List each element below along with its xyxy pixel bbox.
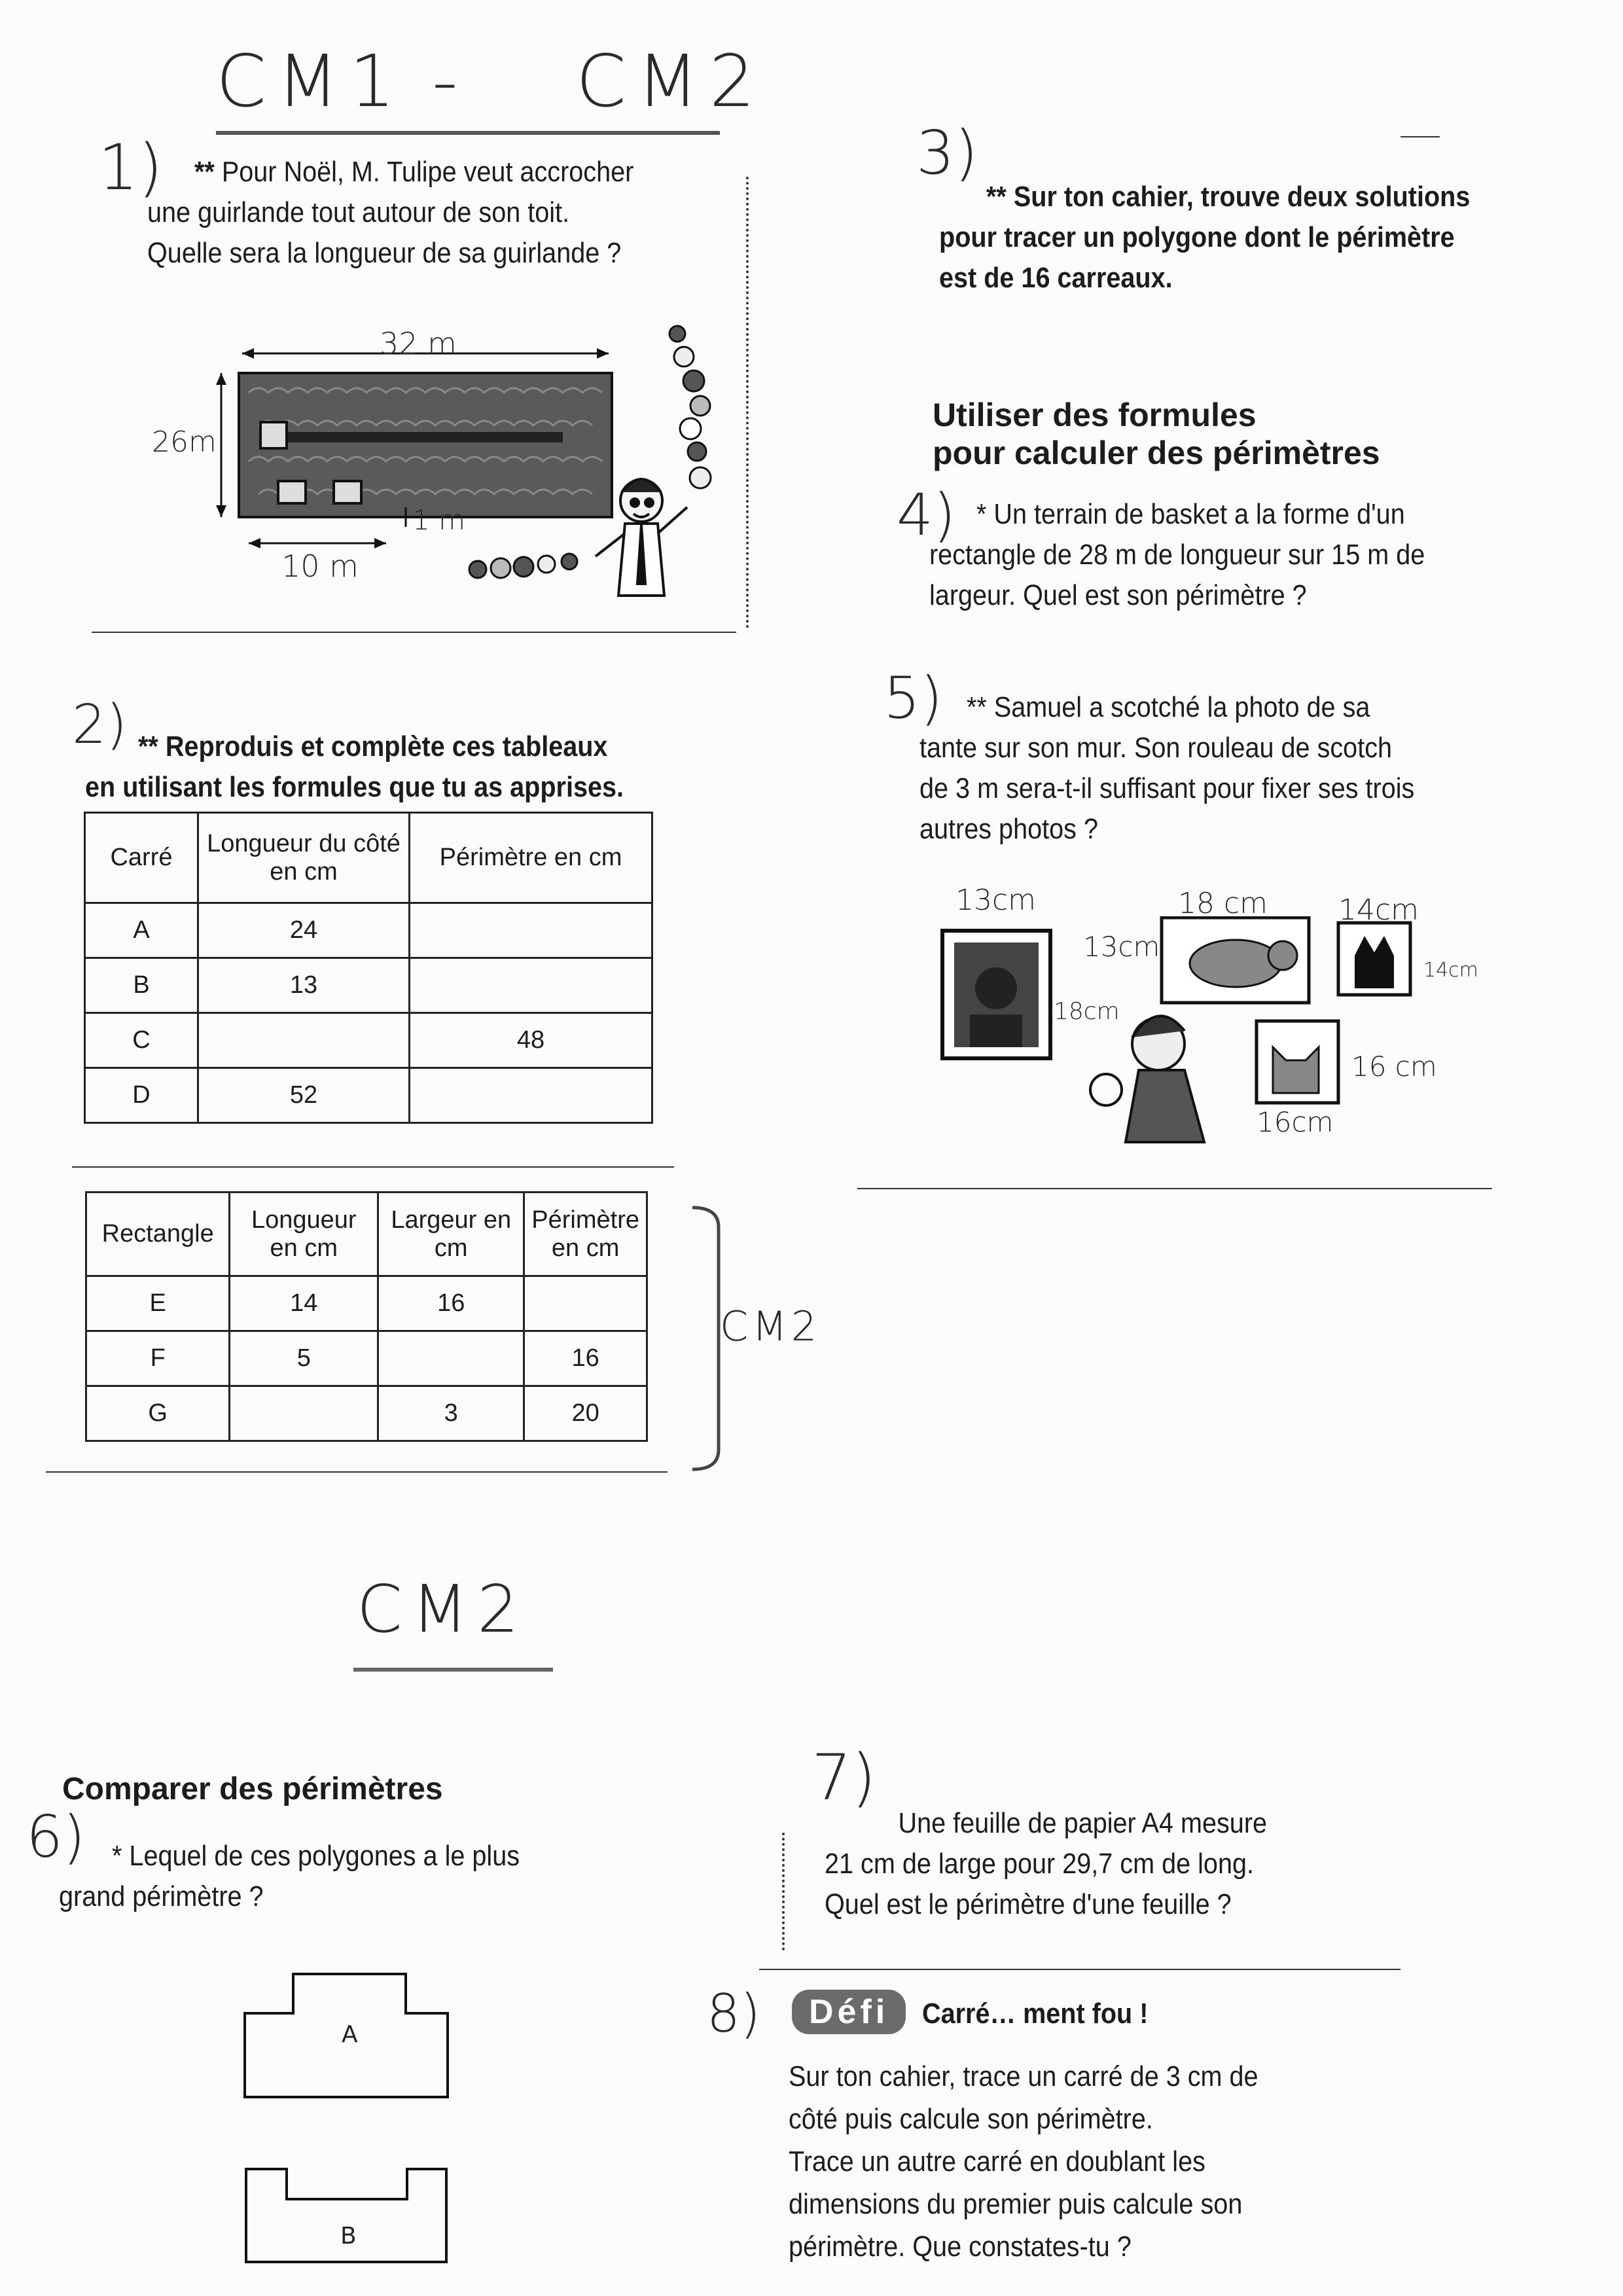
cell-label: C xyxy=(85,1013,198,1068)
section1-line-2: pour calculer des périmètres xyxy=(933,435,1380,471)
section-comparer: Comparer des périmètres xyxy=(62,1772,443,1806)
table-carre xyxy=(84,812,653,1124)
ex4-line-1: Un terrain de basket a la forme d'un xyxy=(993,498,1405,530)
cell-perimeter: 16 xyxy=(524,1331,647,1386)
ex3-line-2: pour tracer un polygone dont le périmètre xyxy=(939,221,1455,253)
cell-label: G xyxy=(86,1386,230,1441)
ex4-text xyxy=(929,494,1597,616)
cell-label: E xyxy=(86,1276,230,1331)
cell-side: 13 xyxy=(198,958,410,1013)
ex6-line-2: grand périmètre ? xyxy=(59,1880,264,1912)
cell-perimeter: 20 xyxy=(524,1386,647,1441)
ex8-line-4: dimensions du premier puis calcule son xyxy=(789,2188,1243,2220)
ex5-line-2: tante sur son mur. Son rouleau de scotch xyxy=(919,732,1393,764)
ex7-number: 7) xyxy=(812,1741,876,1814)
ex8-line-2: côté puis calcule son périmètre. xyxy=(789,2103,1153,2135)
ex8-text xyxy=(789,2055,1476,2268)
ex5-stars: ** xyxy=(967,691,987,723)
ex1-stars: ** xyxy=(194,156,215,188)
ex3-number: 3) xyxy=(916,118,978,188)
polygon-b-label: B xyxy=(340,2223,357,2250)
ex1-bottom-rule xyxy=(92,632,736,633)
ex6-number: 6) xyxy=(26,1803,86,1871)
dim-10m: 10 m xyxy=(281,548,359,584)
ex1-text xyxy=(147,152,736,274)
ex4-stars: * xyxy=(976,498,987,530)
table-row xyxy=(85,1013,652,1068)
ex2-rule-2 xyxy=(46,1471,668,1473)
section-utiliser-formules xyxy=(933,396,1587,472)
ex5-line-1: Samuel a scotché la photo de sa xyxy=(993,691,1370,723)
section1-line-1: Utiliser des formules xyxy=(933,397,1257,433)
polygon-b xyxy=(243,2166,453,2265)
table-rectangle xyxy=(85,1191,648,1442)
ex8-subtitle: Carré… ment fou ! xyxy=(921,1998,1149,2030)
cell-length: 14 xyxy=(230,1276,378,1331)
cell-width xyxy=(378,1331,524,1386)
th-perimetre: Périmètre en cm xyxy=(410,813,652,903)
ex5-line-4: autres photos ? xyxy=(919,813,1098,845)
table-row xyxy=(85,958,652,1013)
cell-width: 16 xyxy=(378,1276,524,1331)
dim-32m: 32 m xyxy=(380,326,457,361)
ex3-stars: ** xyxy=(986,181,1007,213)
ex5-line-3: de 3 m sera-t-il suffisant pour fixer ses trois xyxy=(919,772,1415,804)
ex7-bottom-rule xyxy=(759,1969,1400,1970)
ex4-line-2: rectangle de 28 m de longueur sur 15 m de xyxy=(929,539,1425,571)
ex1-number: 1) xyxy=(98,131,163,204)
cell-label: F xyxy=(86,1331,230,1386)
ex1-line-2: une guirlande tout autour de son toit. xyxy=(147,196,570,228)
ex8-header xyxy=(792,1990,1173,2034)
cell-side: 24 xyxy=(198,903,410,958)
ex4-line-3: largeur. Quel est son périmètre ? xyxy=(929,579,1307,611)
ex8-line-5: périmètre. Que constates-tu ? xyxy=(789,2231,1132,2263)
ex3-line-3: est de 16 carreaux. xyxy=(939,262,1173,294)
cell-perimeter xyxy=(524,1276,647,1331)
table-row xyxy=(86,1386,647,1441)
house-illustration xyxy=(144,321,733,622)
ex5-bottom-rule xyxy=(857,1188,1492,1189)
ex2-line-2: en utilisant les formules que tu as apprises. xyxy=(85,771,624,803)
ex2-stars: ** xyxy=(138,730,158,762)
ex5-text xyxy=(919,687,1600,850)
ex2-rule-1 xyxy=(72,1166,674,1168)
ex1-line-1: Pour Noël, M. Tulipe veut accrocher xyxy=(221,156,634,188)
table-row xyxy=(85,903,652,958)
cell-label: D xyxy=(85,1068,198,1123)
bracket-label-cm2: CM2 xyxy=(720,1302,821,1350)
ex6-stars: * xyxy=(112,1840,122,1872)
ex4-number: 4) xyxy=(897,481,956,548)
th-longueur: Longueur en cm xyxy=(230,1193,378,1276)
cell-label: B xyxy=(85,958,198,1013)
ex7-text xyxy=(825,1803,1479,1925)
character-samuel xyxy=(1090,1016,1204,1142)
cell-width: 3 xyxy=(378,1386,524,1441)
dim-1m: 1 m xyxy=(412,504,465,536)
photo1-height: 18cm xyxy=(1054,998,1120,1025)
cell-perimeter xyxy=(410,903,652,958)
ex2-text xyxy=(85,726,726,808)
ex3-top-tick xyxy=(1400,136,1440,137)
ex8-line-1: Sur ton cahier, trace un carré de 3 cm de xyxy=(789,2060,1258,2092)
th-carre: Carré xyxy=(85,813,198,903)
title-underline xyxy=(216,131,720,135)
photo3-width: 14cm xyxy=(1338,893,1419,927)
page-title xyxy=(209,26,766,131)
photo4-width: 16cm xyxy=(1257,1106,1334,1138)
ex2-line-1: Reproduis et complète ces tableaux xyxy=(165,730,608,762)
table-row xyxy=(85,1068,652,1123)
polygon-a-label: A xyxy=(342,2021,358,2048)
ex1-line-3: Quelle sera la longueur de sa guirlande ? xyxy=(147,237,622,269)
th-longueur-cote: Longueur du côté en cm xyxy=(198,813,410,903)
ex8-number: 8) xyxy=(707,1983,761,2044)
table-row xyxy=(86,1276,647,1331)
dim-26m: 26m xyxy=(152,425,217,459)
title-dash: - xyxy=(432,39,458,123)
ex8-line-3: Trace un autre carré en doublant les xyxy=(789,2145,1205,2178)
ex5-number: 5) xyxy=(883,664,943,732)
ex7-left-border xyxy=(782,1833,785,1950)
ex6-text xyxy=(59,1836,681,1917)
cell-side xyxy=(198,1013,410,1068)
photo-cat xyxy=(1257,1021,1338,1103)
ex1-right-border xyxy=(746,177,749,628)
photo2-width: 18 cm xyxy=(1178,887,1268,920)
photo-aunt xyxy=(942,931,1050,1058)
ex7-line-3: Quel est le périmètre d'une feuille ? xyxy=(825,1888,1232,1920)
ex7-line-2: 21 cm de large pour 29,7 cm de long. xyxy=(825,1848,1255,1880)
ex7-line-1: Une feuille de papier A4 mesure xyxy=(898,1807,1268,1839)
title-right: CM2 xyxy=(576,39,766,123)
ex3-line-1: Sur ton cahier, trouve deux solutions xyxy=(1013,181,1471,213)
photo4-height: 16 cm xyxy=(1351,1050,1437,1083)
cell-perimeter xyxy=(410,1068,652,1123)
photo1-width: 13cm xyxy=(955,884,1037,917)
ex3-text xyxy=(939,177,1594,298)
ex2-number: 2) xyxy=(72,694,128,756)
title-left: CM1 xyxy=(216,39,406,123)
photo2-height: 13cm xyxy=(1083,931,1160,963)
cm2-title: CM2 xyxy=(357,1571,528,1647)
cm2-underline xyxy=(353,1668,553,1672)
roof xyxy=(239,373,612,517)
photos-illustration xyxy=(929,916,1505,1152)
cell-label: A xyxy=(85,903,198,958)
photo-rhino xyxy=(1162,918,1309,1003)
th-rectangle: Rectangle xyxy=(86,1193,230,1276)
defi-badge: Défi xyxy=(792,1990,906,2034)
table-row xyxy=(86,1331,647,1386)
photo-dog xyxy=(1338,923,1410,995)
th-largeur: Largeur en cm xyxy=(378,1193,524,1276)
cell-perimeter: 48 xyxy=(410,1013,652,1068)
th-perimetre-rect: Périmètre en cm xyxy=(524,1193,647,1276)
cell-side: 52 xyxy=(198,1068,410,1123)
cell-length: 5 xyxy=(230,1331,378,1386)
cell-perimeter xyxy=(410,958,652,1013)
ex6-line-1: Lequel de ces polygones a le plus xyxy=(129,1840,520,1872)
photo3-height: 14cm xyxy=(1423,959,1478,982)
cell-length xyxy=(230,1386,378,1441)
